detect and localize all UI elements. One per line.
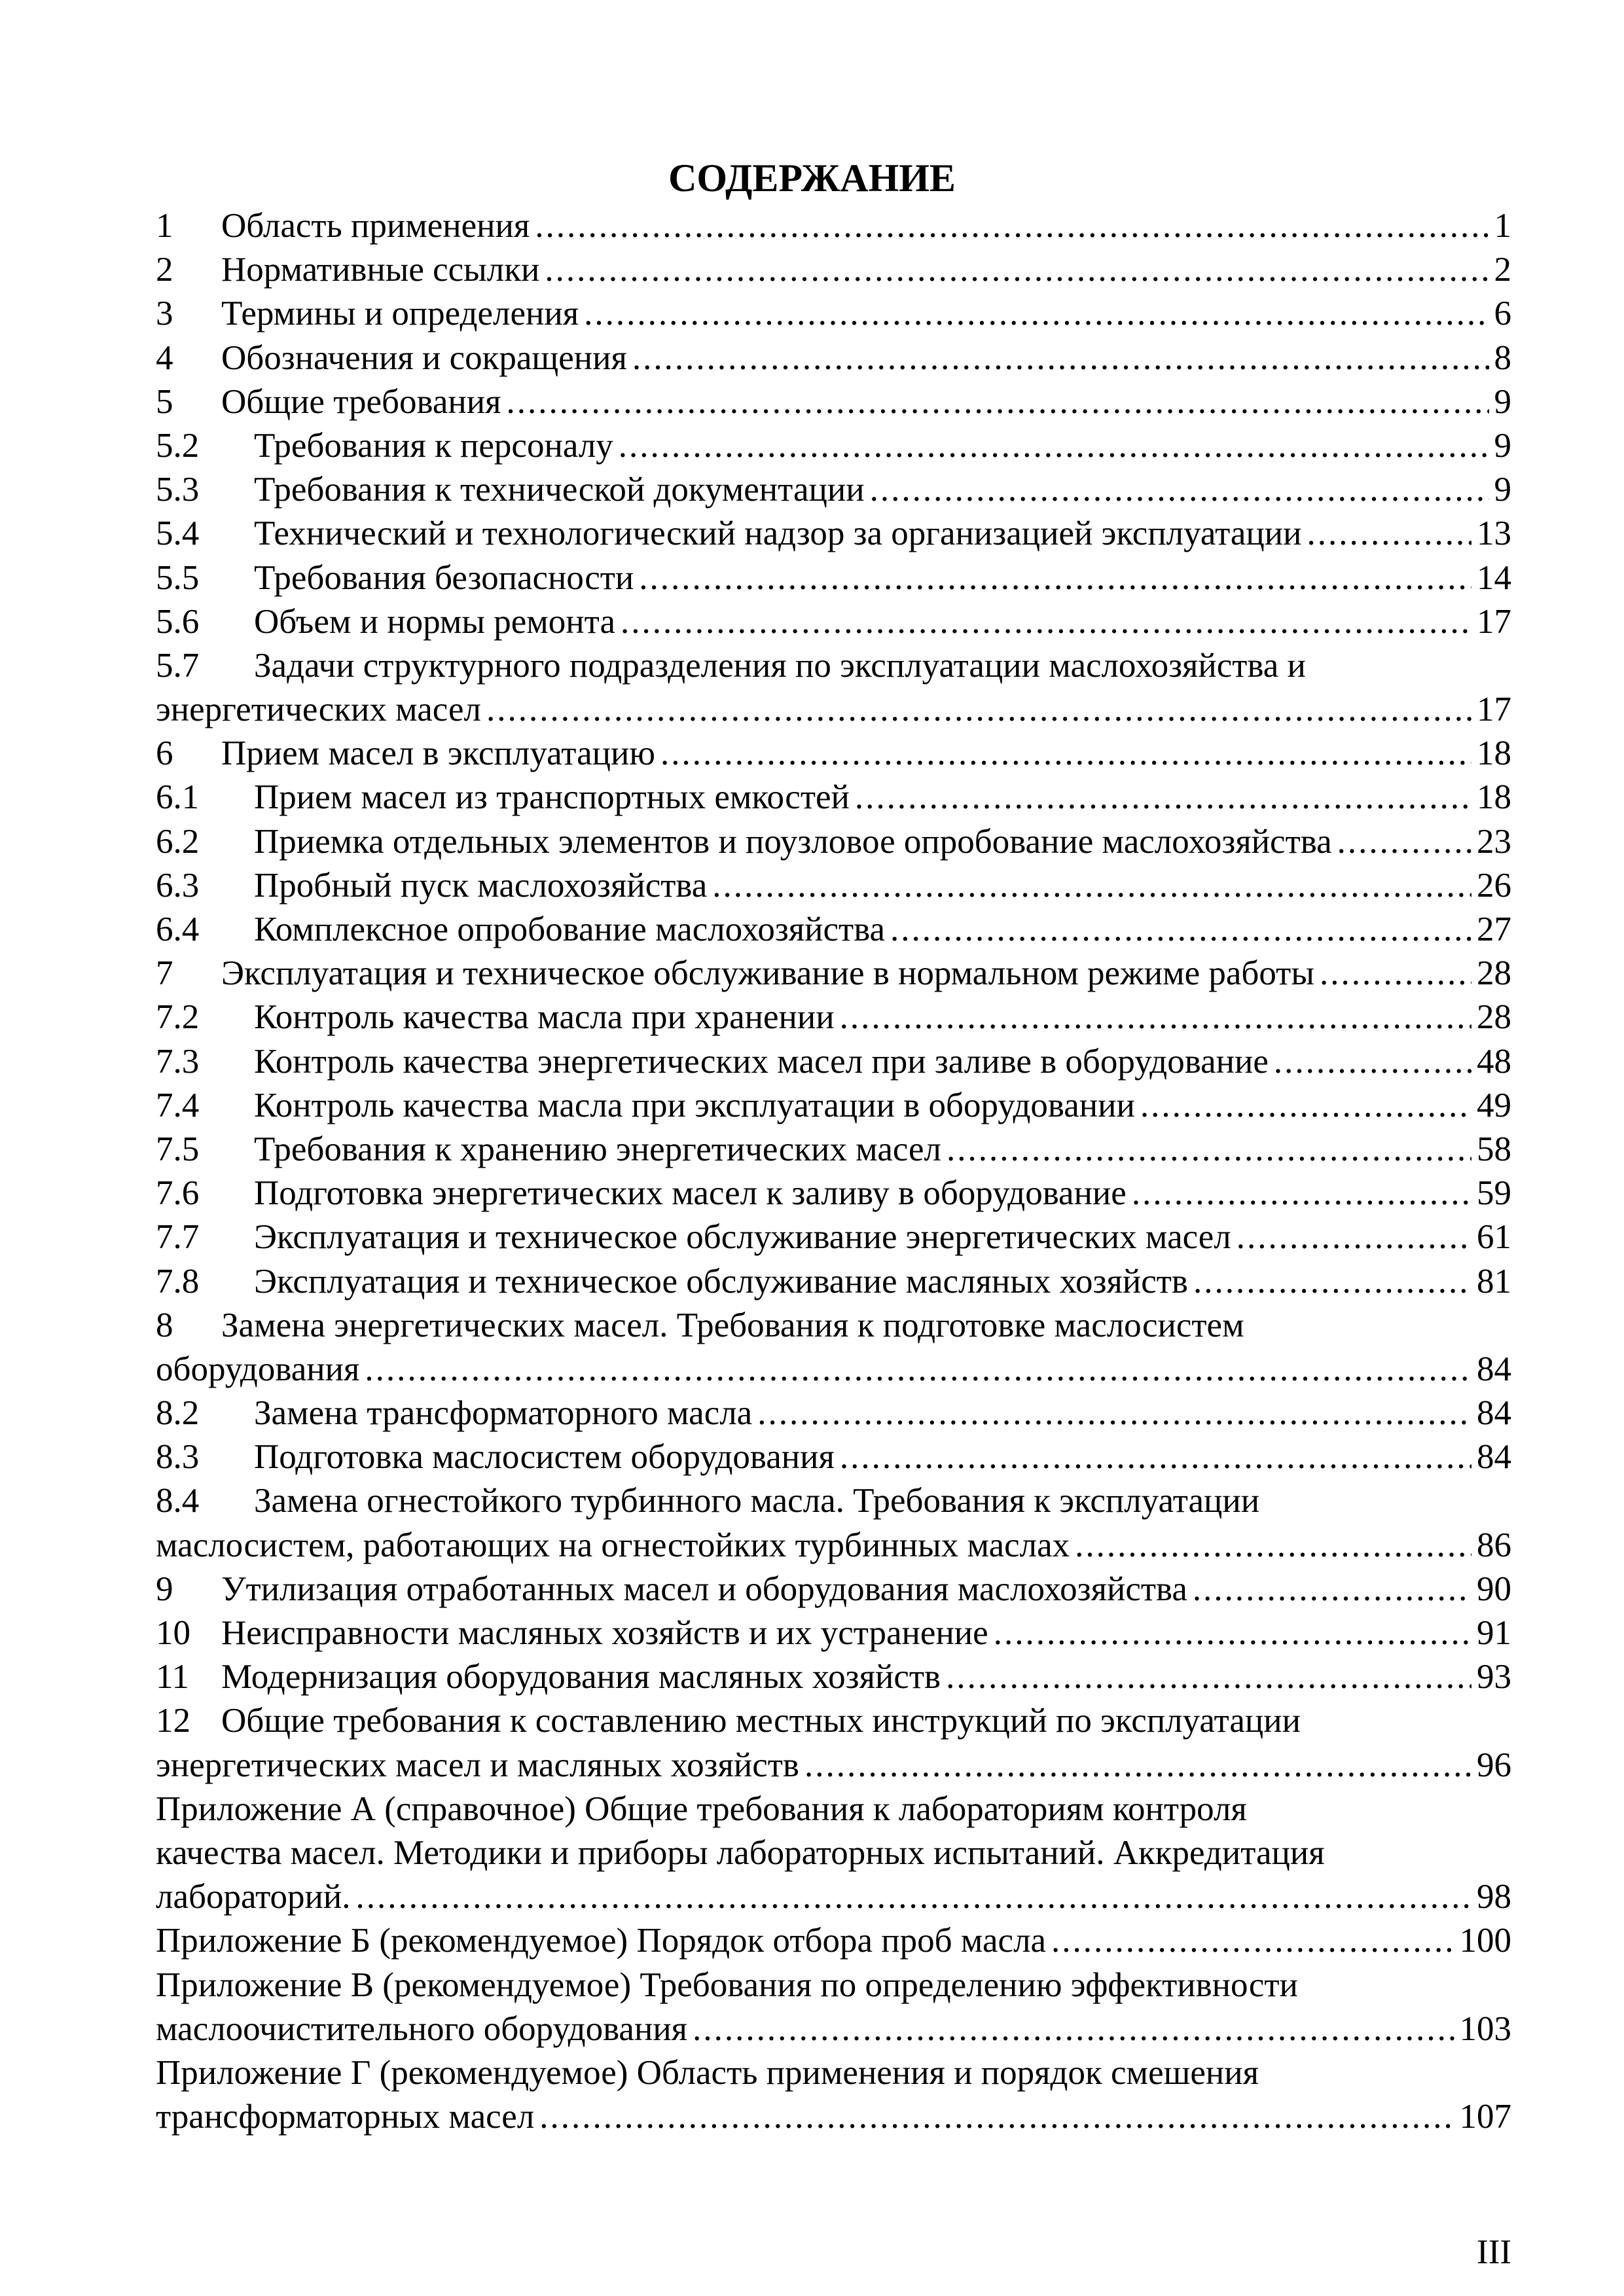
toc-entry-page: 17 xyxy=(1477,691,1511,729)
toc-entry xyxy=(156,776,1511,819)
dot-leader xyxy=(1193,1260,1471,1304)
toc-entry-number: 11 xyxy=(156,1658,190,1696)
toc-entry xyxy=(156,644,1511,732)
toc-entry-number: 7 xyxy=(156,954,173,993)
toc-entry-number: 6.3 xyxy=(156,866,200,905)
dot-leader xyxy=(804,1744,1471,1787)
toc-entry xyxy=(156,292,1511,336)
dot-leader xyxy=(545,248,1489,292)
toc-entry-title: Контроль качества масла при эксплуатации в оборудовании xyxy=(254,1086,1135,1124)
toc-entry-title: маслосистем, работающих на огнестойких турбинных маслах xyxy=(156,1526,1070,1564)
toc-entry-title: Приложение В (рекомендуемое) Требования по определению эффективности xyxy=(156,1965,1298,2004)
toc-entry-line xyxy=(156,1611,1511,1655)
toc-entry-title: Область применения xyxy=(221,207,530,245)
dot-leader xyxy=(946,1655,1471,1699)
toc-entry xyxy=(156,996,1511,1039)
toc-entry xyxy=(156,1260,1511,1304)
toc-entry-title: Требования к хранению энергетических масел xyxy=(254,1130,941,1168)
dot-leader xyxy=(356,1875,1471,1919)
toc-entry xyxy=(156,732,1511,776)
toc-entry-page: 90 xyxy=(1477,1570,1511,1608)
toc-entry-line xyxy=(156,1128,1511,1172)
toc-entry-page: 58 xyxy=(1477,1130,1511,1168)
toc-entry-number: 8.2 xyxy=(156,1394,200,1433)
toc-entry-page: 17 xyxy=(1477,602,1511,641)
toc-entry-title: Прием масел из транспортных емкостей xyxy=(254,778,850,817)
dot-leader xyxy=(660,732,1471,776)
toc-entry-page: 1 xyxy=(1494,207,1511,245)
toc-entry-page: 49 xyxy=(1477,1086,1511,1124)
toc-entry-title: Эксплуатация и техническое обслуживание энергетических масел xyxy=(254,1218,1231,1257)
toc-entry-title: Подготовка энергетических масел к заливу в оборудование xyxy=(254,1174,1127,1213)
toc-entry-title: Контроль качества энергетических масел при заливе в оборудование xyxy=(254,1042,1269,1081)
toc-entry-line xyxy=(156,512,1511,556)
toc-entry-number: 6.4 xyxy=(156,910,200,948)
toc-entry-number: 7.5 xyxy=(156,1130,200,1168)
toc-entry xyxy=(156,1699,1511,1787)
toc-entry-line xyxy=(156,1964,1511,2007)
toc-entry-number: 6.1 xyxy=(156,778,200,817)
toc-entry-title: Модернизация оборудования масляных хозяйств xyxy=(221,1658,941,1696)
toc-entry-page: 2 xyxy=(1494,251,1511,289)
dot-leader xyxy=(840,1435,1471,1479)
toc-entry-number: 6.2 xyxy=(156,822,200,861)
toc-entry-line xyxy=(156,1304,1511,1348)
toc-entry xyxy=(156,864,1511,908)
dot-leader xyxy=(712,864,1471,908)
toc-entry-line xyxy=(156,952,1511,996)
toc-entry xyxy=(156,1919,1511,1963)
toc-entry-line xyxy=(156,1831,1511,1875)
toc-entry xyxy=(156,1964,1511,2051)
toc-entry xyxy=(156,908,1511,952)
toc-entry-number: 5.5 xyxy=(156,558,200,597)
toc-entry xyxy=(156,1435,1511,1479)
toc-entry xyxy=(156,204,1511,248)
toc-entry-line xyxy=(156,1040,1511,1084)
toc-entry xyxy=(156,952,1511,996)
toc-entry xyxy=(156,1084,1511,1128)
dot-leader xyxy=(1132,1172,1471,1215)
toc-entry-line xyxy=(156,600,1511,644)
dot-leader xyxy=(1236,1215,1471,1259)
toc-entry-number: 7.2 xyxy=(156,998,200,1037)
toc-entry xyxy=(156,380,1511,424)
toc-entry-number: 7.8 xyxy=(156,1262,200,1300)
toc-entry xyxy=(156,556,1511,600)
toc-entry-number: 7.6 xyxy=(156,1174,200,1213)
dot-leader xyxy=(757,1391,1471,1435)
toc-entry-line xyxy=(156,1919,1511,1963)
toc-entry-number: 1 xyxy=(156,207,173,245)
toc-entry xyxy=(156,2051,1511,2139)
dot-leader xyxy=(365,1348,1471,1391)
toc-entry-title: Замена энергетических масел. Требования к подготовке маслосистем xyxy=(221,1306,1244,1344)
toc-entry xyxy=(156,1787,1511,1920)
toc-entry-title: Общие требования к составлению местных инструкций по эксплуатации xyxy=(221,1702,1301,1740)
dot-leader xyxy=(1337,820,1471,864)
toc-entry xyxy=(156,1304,1511,1391)
dot-leader xyxy=(840,996,1471,1039)
toc-entry-line xyxy=(156,468,1511,512)
toc-entry xyxy=(156,424,1511,468)
toc-entry-number: 5.6 xyxy=(156,602,200,641)
toc-entry-line xyxy=(156,2007,1511,2051)
toc-entry-number: 2 xyxy=(156,251,173,289)
toc-entry-page: 103 xyxy=(1459,2009,1511,2048)
dot-leader xyxy=(1274,1040,1471,1084)
dot-leader xyxy=(1051,1919,1454,1963)
toc-entry-page: 9 xyxy=(1494,382,1511,421)
toc-entry-page: 107 xyxy=(1459,2098,1511,2136)
toc-entry-page: 61 xyxy=(1477,1218,1511,1257)
toc-entry-line xyxy=(156,1260,1511,1304)
toc-entry-line xyxy=(156,1787,1511,1831)
dot-leader xyxy=(506,380,1489,424)
dot-leader xyxy=(1307,512,1471,556)
toc-entry-number: 8 xyxy=(156,1306,173,1344)
dot-leader xyxy=(1193,1568,1471,1611)
toc-entry-line xyxy=(156,688,1511,732)
toc-entry-page: 6 xyxy=(1494,295,1511,333)
toc-entry-page: 9 xyxy=(1494,471,1511,509)
toc-entry xyxy=(156,468,1511,512)
toc-entry-line xyxy=(156,556,1511,600)
toc-title: СОДЕРЖАНИЕ xyxy=(668,156,956,200)
dot-leader xyxy=(1140,1084,1471,1128)
toc-entry-page: 14 xyxy=(1477,558,1511,597)
toc-entry-title: Общие требования xyxy=(221,382,501,421)
toc-entry-title: оборудования xyxy=(156,1350,360,1388)
toc-entry-number: 9 xyxy=(156,1570,173,1608)
dot-leader xyxy=(994,1611,1471,1655)
toc-entry-page: 59 xyxy=(1477,1174,1511,1213)
toc-entry-title: Требования безопасности xyxy=(254,558,634,597)
toc-entry-line xyxy=(156,1084,1511,1128)
toc-entry-title: Приложение А (справочное) Общие требования к лабораториям контроля xyxy=(156,1789,1247,1828)
toc-entry-number: 6 xyxy=(156,734,173,773)
dot-leader xyxy=(639,556,1471,600)
toc-entry-number: 4 xyxy=(156,338,173,377)
toc-entry-line xyxy=(156,1215,1511,1259)
toc-entry-line xyxy=(156,204,1511,248)
toc-entry-line xyxy=(156,864,1511,908)
toc-entry-line xyxy=(156,1875,1511,1919)
toc-entry-page: 84 xyxy=(1477,1394,1511,1433)
toc-entry-line xyxy=(156,996,1511,1039)
toc-entry-page: 26 xyxy=(1477,866,1511,905)
toc-entry-page: 13 xyxy=(1477,514,1511,553)
toc-entry-title: Утилизация отработанных масел и оборудования маслохозяйства xyxy=(221,1570,1187,1608)
toc-entry-page: 84 xyxy=(1477,1438,1511,1477)
toc-entry-line xyxy=(156,1655,1511,1699)
toc-entry xyxy=(156,1040,1511,1084)
toc-entry-page: 18 xyxy=(1477,778,1511,817)
toc-entry-line xyxy=(156,1172,1511,1215)
toc-entry-title: энергетических масел xyxy=(156,691,481,729)
toc-entry-title: качества масел. Методики и приборы лабораторных испытаний. Аккредитация xyxy=(156,1833,1325,1872)
dot-leader xyxy=(632,336,1489,380)
toc-entry-title: Задачи структурного подразделения по эксплуатации маслохозяйства и xyxy=(254,646,1306,685)
toc-entry-line xyxy=(156,1744,1511,1787)
toc-entry-title: Требования к персоналу xyxy=(254,426,613,465)
toc-entry-line xyxy=(156,1391,1511,1435)
toc-entry-title: Технический и технологический надзор за организацией эксплуатации xyxy=(254,514,1302,553)
toc-entry-page: 91 xyxy=(1477,1614,1511,1652)
toc-entry-number: 5.2 xyxy=(156,426,200,465)
toc-entry-title: Эксплуатация и техническое обслуживание в нормальном режиме работы xyxy=(221,954,1314,993)
toc-entry-line xyxy=(156,644,1511,688)
toc-entry-line xyxy=(156,820,1511,864)
toc-entry-page: 98 xyxy=(1477,1878,1511,1916)
toc-entry-title: Контроль качества масла при хранении xyxy=(254,998,835,1037)
toc-entry xyxy=(156,1215,1511,1259)
dot-leader xyxy=(535,204,1489,248)
dot-leader xyxy=(1320,952,1471,996)
toc-entry-title: Подготовка маслосистем оборудования xyxy=(254,1438,835,1477)
toc-entry-page: 48 xyxy=(1477,1042,1511,1081)
toc-entry-line xyxy=(156,1568,1511,1611)
dot-leader xyxy=(693,2007,1454,2051)
toc-entry xyxy=(156,1479,1511,1567)
toc-entry xyxy=(156,336,1511,380)
toc-entry-number: 7.7 xyxy=(156,1218,200,1257)
toc-entry xyxy=(156,1655,1511,1699)
toc-entry-title: Обозначения и сокращения xyxy=(221,338,627,377)
page-number: III xyxy=(1477,2233,1511,2271)
toc-entry-number: 5.3 xyxy=(156,471,200,509)
toc-entry-title: маслоочистительного оборудования xyxy=(156,2009,688,2048)
toc-entry-page: 93 xyxy=(1477,1658,1511,1696)
toc-entry-number: 5.4 xyxy=(156,514,200,553)
dot-leader xyxy=(584,292,1489,336)
toc-entry-line xyxy=(156,1699,1511,1743)
toc-entry-line xyxy=(156,424,1511,468)
toc-entry-title: энергетических масел и масляных хозяйств xyxy=(156,1746,799,1784)
toc-entry-line xyxy=(156,1348,1511,1391)
dot-leader xyxy=(890,908,1471,952)
toc-entry-title: Пробный пуск маслохозяйства xyxy=(254,866,708,905)
toc-entry-title: трансформаторных масел xyxy=(156,2098,535,2136)
toc-entry xyxy=(156,1568,1511,1611)
toc-entry-line xyxy=(156,776,1511,819)
toc-entry-title: Термины и определения xyxy=(221,295,579,333)
dot-leader xyxy=(486,688,1471,732)
table-of-contents xyxy=(156,204,1511,2139)
toc-entry xyxy=(156,1172,1511,1215)
toc-entry-number: 12 xyxy=(156,1702,190,1740)
toc-entry-title: Нормативные ссылки xyxy=(221,251,540,289)
toc-entry-page: 23 xyxy=(1477,822,1511,861)
toc-entry xyxy=(156,1611,1511,1655)
toc-entry-number: 5.7 xyxy=(156,646,200,685)
toc-entry-page: 9 xyxy=(1494,426,1511,465)
toc-entry-page: 86 xyxy=(1477,1526,1511,1564)
toc-entry-title: Комплексное опробование маслохозяйства xyxy=(254,910,886,948)
dot-leader xyxy=(539,2095,1454,2139)
toc-entry-line xyxy=(156,2051,1511,2095)
toc-entry-line xyxy=(156,1524,1511,1568)
toc-entry xyxy=(156,1391,1511,1435)
toc-entry-title: Объем и нормы ремонта xyxy=(254,602,615,641)
dot-leader xyxy=(855,776,1471,819)
toc-entry-title: Приложение Б (рекомендуемое) Порядок отбора проб масла xyxy=(156,1922,1047,1960)
toc-entry-page: 100 xyxy=(1459,1922,1511,1960)
toc-entry xyxy=(156,248,1511,292)
toc-entry-line xyxy=(156,248,1511,292)
toc-entry xyxy=(156,820,1511,864)
toc-entry xyxy=(156,1128,1511,1172)
toc-entry-number: 7.3 xyxy=(156,1042,200,1081)
toc-entry xyxy=(156,512,1511,556)
toc-entry-line xyxy=(156,732,1511,776)
toc-entry-title: лабораторий. xyxy=(156,1878,351,1916)
toc-entry-line xyxy=(156,292,1511,336)
dot-leader xyxy=(947,1128,1471,1172)
toc-entry-title: Замена трансформаторного масла xyxy=(254,1394,753,1433)
toc-entry-line xyxy=(156,1479,1511,1523)
toc-entry-title: Требования к технической документации xyxy=(254,471,865,509)
toc-entry-title: Эксплуатация и техническое обслуживание масляных хозяйств xyxy=(254,1262,1188,1300)
toc-entry-line xyxy=(156,2095,1511,2139)
toc-entry-title: Замена огнестойкого турбинного масла. Требования к эксплуатации xyxy=(254,1482,1260,1520)
toc-entry-title: Прием масел в эксплуатацию xyxy=(221,734,655,773)
toc-entry-page: 18 xyxy=(1477,734,1511,773)
toc-entry-page: 27 xyxy=(1477,910,1511,948)
toc-entry-number: 7.4 xyxy=(156,1086,200,1124)
toc-entry-page: 28 xyxy=(1477,954,1511,993)
toc-entry-number: 8.3 xyxy=(156,1438,200,1477)
toc-entry-line xyxy=(156,908,1511,952)
dot-leader xyxy=(619,424,1489,468)
toc-entry-page: 84 xyxy=(1477,1350,1511,1388)
toc-entry-page: 81 xyxy=(1477,1262,1511,1300)
toc-entry-number: 8.4 xyxy=(156,1482,200,1520)
toc-entry-page: 96 xyxy=(1477,1746,1511,1784)
dot-leader xyxy=(621,600,1471,644)
toc-entry-title: Неисправности масляных хозяйств и их устранение xyxy=(221,1614,988,1652)
toc-entry-number: 3 xyxy=(156,295,173,333)
toc-entry-page: 8 xyxy=(1494,338,1511,377)
toc-entry-title: Приемка отдельных элементов и поузловое опробование маслохозяйства xyxy=(254,822,1332,861)
toc-entry-number: 5 xyxy=(156,382,173,421)
toc-entry-line xyxy=(156,1435,1511,1479)
toc-entry-number: 10 xyxy=(156,1614,190,1652)
toc-entry-page: 28 xyxy=(1477,998,1511,1037)
dot-leader xyxy=(870,468,1489,512)
toc-entry xyxy=(156,600,1511,644)
toc-entry-title: Приложение Г (рекомендуемое) Область применения и порядок смешения xyxy=(156,2053,1259,2092)
dot-leader xyxy=(1075,1524,1471,1568)
toc-entry-line xyxy=(156,336,1511,380)
toc-entry-line xyxy=(156,380,1511,424)
